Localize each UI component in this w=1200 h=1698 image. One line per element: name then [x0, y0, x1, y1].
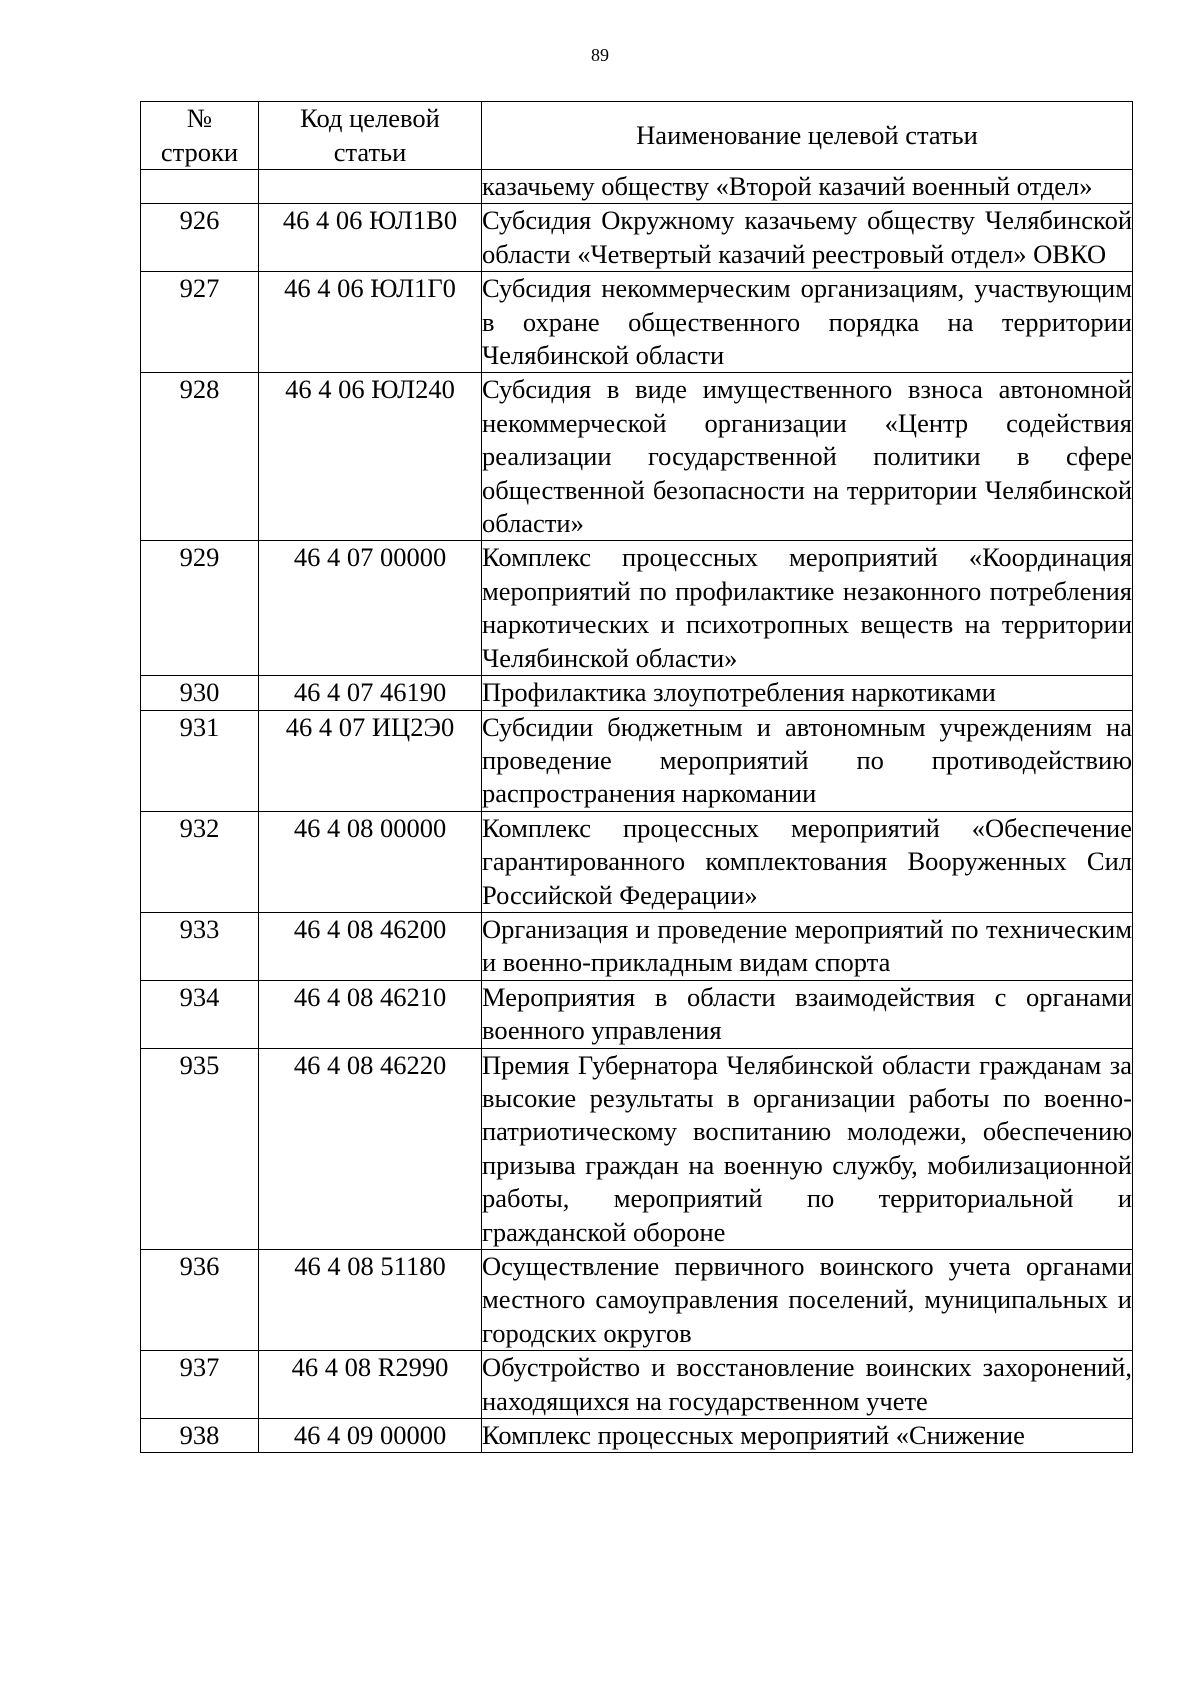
- row-number: [141, 170, 259, 204]
- table-row: [141, 170, 1133, 204]
- article-name: Субсидия Окружному казачьему обществу Челябинской области «Четвертый казачий реестровый отдел» ОВКО: [482, 204, 1133, 272]
- row-number: 936: [141, 1250, 259, 1351]
- table-row: [141, 272, 1133, 373]
- target-articles-table: [140, 101, 1133, 1453]
- article-code: 46 4 08 00000: [259, 811, 482, 912]
- article-code: 46 4 06 ЮЛ1В0: [259, 204, 482, 272]
- article-code: 46 4 07 00000: [259, 541, 482, 676]
- row-number: 935: [141, 1048, 259, 1249]
- row-number: 928: [141, 373, 259, 541]
- article-name: Обустройство и восстановление воинских захоронений, находящихся на государственном учете: [482, 1351, 1133, 1419]
- row-number: 926: [141, 204, 259, 272]
- table-row: [141, 676, 1133, 710]
- article-name: Комплекс процессных мероприятий «Обеспечение гарантированного комплектования Вооруженных Сил Российской Федерации»: [482, 811, 1133, 912]
- table-body: [141, 170, 1133, 1453]
- row-number: 929: [141, 541, 259, 676]
- article-code: 46 4 06 ЮЛ240: [259, 373, 482, 541]
- article-code: 46 4 06 ЮЛ1Г0: [259, 272, 482, 373]
- row-number: 933: [141, 912, 259, 980]
- article-code: 46 4 09 00000: [259, 1419, 482, 1453]
- table-row: [141, 811, 1133, 912]
- article-name: Мероприятия в области взаимодействия с органами военного управления: [482, 980, 1133, 1048]
- row-number: 931: [141, 710, 259, 811]
- row-number: 927: [141, 272, 259, 373]
- table-row: [141, 373, 1133, 541]
- row-number: 930: [141, 676, 259, 710]
- row-number: 937: [141, 1351, 259, 1419]
- table-row: [141, 912, 1133, 980]
- article-name: Осуществление первичного воинского учета органами местного самоуправления поселений, муниципальных и городских округов: [482, 1250, 1133, 1351]
- article-name: Профилактика злоупотребления наркотиками: [482, 676, 1133, 710]
- row-number: 934: [141, 980, 259, 1048]
- article-code: 46 4 07 ИЦ2Э0: [259, 710, 482, 811]
- table-row: [141, 204, 1133, 272]
- article-name: Комплекс процессных мероприятий «Координация мероприятий по профилактике незаконного потребления наркотических и психотропных веществ на территории Челябинской области»: [482, 541, 1133, 676]
- article-name: казачьему обществу «Второй казачий военный отдел»: [482, 170, 1133, 204]
- article-name: Субсидия в виде имущественного взноса автономной некоммерческой организации «Центр содействия реализации государственной политики в сфере общественной безопасности на территории Челябинской области»: [482, 373, 1133, 541]
- table-row: [141, 541, 1133, 676]
- article-name: Комплекс процессных мероприятий «Снижение: [482, 1419, 1133, 1453]
- article-name: Субсидия некоммерческим организациям, участвующим в охране общественного порядка на территории Челябинской области: [482, 272, 1133, 373]
- page-number: 89: [591, 45, 609, 65]
- header-row-number: № строки: [141, 102, 259, 170]
- header-code: Код целевой статьи: [259, 102, 482, 170]
- table-row: [141, 1419, 1133, 1453]
- row-number: 938: [141, 1419, 259, 1453]
- article-name: Субсидии бюджетным и автономным учреждениям на проведение мероприятий по противодействию распространения наркомании: [482, 710, 1133, 811]
- article-code: 46 4 07 46190: [259, 676, 482, 710]
- table-row: [141, 710, 1133, 811]
- table-header-row: [141, 102, 1133, 170]
- header-name: Наименование целевой статьи: [482, 102, 1133, 170]
- table-row: [141, 1048, 1133, 1249]
- article-code: [259, 170, 482, 204]
- article-name: Организация и проведение мероприятий по техническим и военно-прикладным видам спорта: [482, 912, 1133, 980]
- table-row: [141, 980, 1133, 1048]
- article-code: 46 4 08 46200: [259, 912, 482, 980]
- article-code: 46 4 08 51180: [259, 1250, 482, 1351]
- table-row: [141, 1351, 1133, 1419]
- table-row: [141, 1250, 1133, 1351]
- article-code: 46 4 08 R2990: [259, 1351, 482, 1419]
- article-code: 46 4 08 46220: [259, 1048, 482, 1249]
- article-name: Премия Губернатора Челябинской области гражданам за высокие результаты в организации работы по военно-патриотическому воспитанию молодежи, обеспечению призыва граждан на военную службу, мобилизационной работы, мероприятий по территориальной и гражданской обороне: [482, 1048, 1133, 1249]
- article-code: 46 4 08 46210: [259, 980, 482, 1048]
- row-number: 932: [141, 811, 259, 912]
